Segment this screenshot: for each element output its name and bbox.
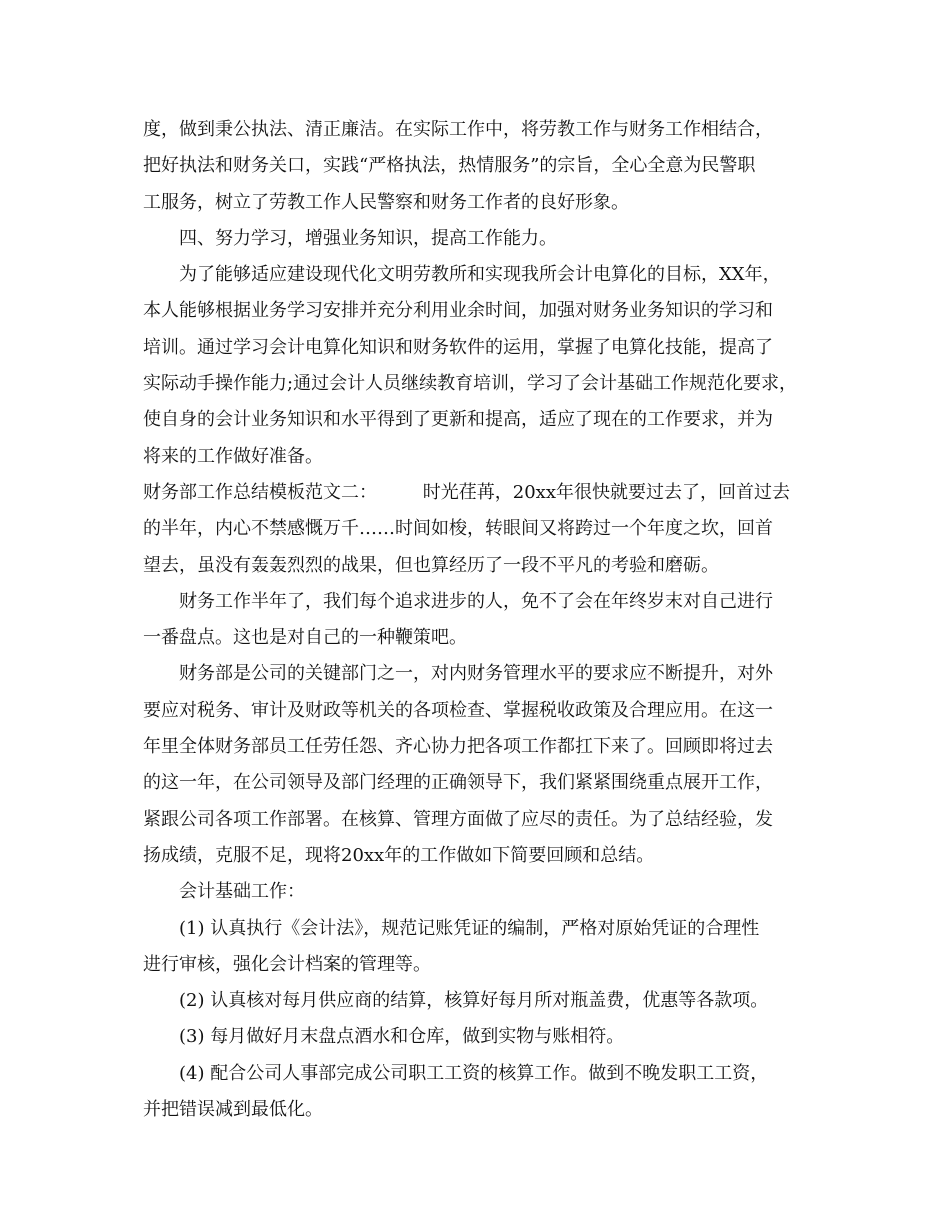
text-line: 培训。通过学习会计电算化知识和财务软件的运用，掌握了电算化技能，提高了: [143, 336, 773, 358]
text-line: 把好执法和财务关口，实践“严格执法，热情服务”的宗旨，全心全意为民警职: [143, 155, 756, 177]
text-line: 会计基础工作：: [179, 881, 305, 903]
text-line: 的半年，内心不禁感慨万千……时间如梭，转眼间又将跨过一个年度之坎，回首: [143, 518, 773, 540]
text-line: 使自身的会计业务知识和水平得到了更新和提高，适应了现在的工作要求，并为: [143, 409, 773, 431]
text-line: 为了能够适应建设现代化文明劳教所和实现我所会计电算化的目标，XX年，: [179, 264, 781, 286]
text-line: 进行审核，强化会计档案的管理等。: [143, 953, 431, 975]
text-line: 本人能够根据业务学习安排并充分利用业余时间，加强对财务业务知识的学习和: [143, 300, 773, 322]
text-line: 一番盘点。这也是对自己的一种鞭策吧。: [143, 627, 467, 649]
text-line: 实际动手操作能力;通过会计人员继续教育培训，学习了会计基础工作规范化要求，: [143, 373, 798, 395]
text-line: 将来的工作做好准备。: [143, 445, 323, 467]
text-line: 扬成绩，克服不足，现将20xx年的工作做如下简要回顾和总结。: [143, 844, 655, 866]
text-line: 四、努力学习，增强业务知识，提高工作能力。: [179, 227, 557, 249]
text-line: 要应对税务、审计及财政等机关的各项检查、掌握税收政策及合理应用。在这一: [143, 699, 773, 721]
text-line: (2) 认真核对每月供应商的结算，核算好每月所对瓶盖费，优惠等各款项。: [179, 990, 769, 1012]
text-line: 望去，虽没有轰轰烈烈的战果，但也算经历了一段不平凡的考验和磨砺。: [143, 554, 719, 576]
text-line: 的这一年，在公司领导及部门经理的正确领导下，我们紧紧围绕重点展开工作，: [143, 772, 773, 794]
text-line: 财务工作半年了，我们每个追求进步的人，免不了会在年终岁末对自己进行: [179, 590, 773, 612]
text-line: 财务部工作总结模板范文二： 时光荏苒，20xx年很快就要过去了，回首过去: [143, 481, 790, 503]
text-line: 工服务，树立了劳教工作人民警察和财务工作者的良好形象。: [143, 191, 629, 213]
text-line: (3) 每月做好月末盘点酒水和仓库，做到实物与账相符。: [179, 1026, 625, 1048]
text-line: 紧跟公司各项工作部署。在核算、管理方面做了应尽的责任。为了总结经验，发: [143, 808, 773, 830]
document-body: [143, 112, 813, 1128]
text-line: (4) 配合公司人事部完成公司职工工资的核算工作。做到不晚发职工工资，: [179, 1062, 769, 1084]
text-line: 年里全体财务部员工任劳任怨、齐心协力把各项工作都扛下来了。回顾即将过去: [143, 736, 773, 758]
text-line: 度，做到秉公执法、清正廉洁。在实际工作中，将劳教工作与财务工作相结合，: [143, 119, 773, 140]
text-line: 财务部是公司的关键部门之一，对内财务管理水平的要求应不断提升，对外: [179, 663, 773, 685]
text-line: 并把错误减到最低化。: [143, 1099, 323, 1121]
text-line: (1) 认真执行《会计法》，规范记账凭证的编制，严格对原始凭证的合理性: [179, 917, 760, 939]
